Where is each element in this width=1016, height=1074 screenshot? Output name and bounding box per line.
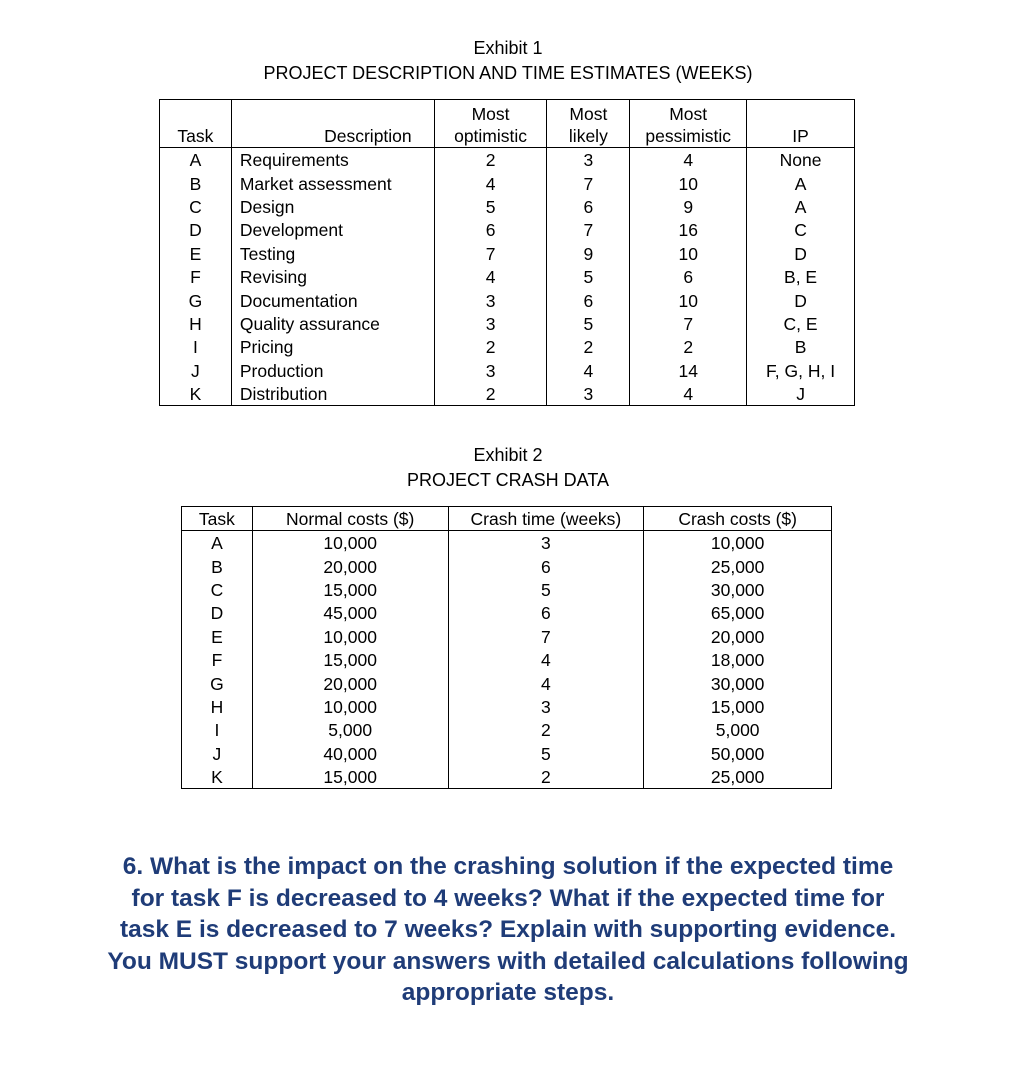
header-ip: IP xyxy=(747,100,855,148)
description-cell: Production xyxy=(231,359,434,382)
description-cell: Testing xyxy=(231,242,434,265)
normal-costs-cell: 5,000 xyxy=(252,718,448,741)
header-optimistic-bottom: optimistic xyxy=(454,126,528,146)
table-row xyxy=(182,765,832,789)
likely-cell: 6 xyxy=(547,195,630,218)
description-cell: Design xyxy=(231,195,434,218)
table-row xyxy=(182,648,832,671)
ip-cell: D xyxy=(747,242,855,265)
ip-cell: D xyxy=(747,288,855,311)
crash-time-cell: 4 xyxy=(448,648,644,671)
task-cell: E xyxy=(160,242,232,265)
crash-costs-cell: 65,000 xyxy=(644,601,832,624)
description-cell: Pricing xyxy=(231,335,434,358)
exhibit1-label: Exhibit 1 xyxy=(473,38,543,58)
table-row xyxy=(160,195,855,218)
task-cell: C xyxy=(182,578,253,601)
pessimistic-cell: 6 xyxy=(630,265,747,288)
crash-time-cell: 4 xyxy=(448,671,644,694)
ip-cell: A xyxy=(747,171,855,194)
crash-time-cell: 5 xyxy=(448,742,644,765)
optimistic-cell: 6 xyxy=(434,218,547,241)
header-crash-time: Crash time (weeks) xyxy=(448,507,644,531)
crash-costs-cell: 50,000 xyxy=(644,742,832,765)
crash-time-cell: 6 xyxy=(448,554,644,577)
header-pessimistic-top: Most xyxy=(669,104,708,124)
table-row xyxy=(160,242,855,265)
crash-costs-cell: 15,000 xyxy=(644,695,832,718)
exhibit1-heading: PROJECT DESCRIPTION AND TIME ESTIMATES (WEEKS) xyxy=(263,63,753,83)
crash-costs-cell: 30,000 xyxy=(644,671,832,694)
likely-cell: 7 xyxy=(547,171,630,194)
normal-costs-cell: 10,000 xyxy=(252,531,448,555)
task-cell: J xyxy=(160,359,232,382)
table-row xyxy=(160,171,855,194)
normal-costs-cell: 15,000 xyxy=(252,578,448,601)
header-optimistic-top: Most xyxy=(471,104,510,124)
pessimistic-cell: 4 xyxy=(630,148,747,172)
optimistic-cell: 4 xyxy=(434,171,547,194)
likely-cell: 7 xyxy=(547,218,630,241)
exhibit2-header-row xyxy=(182,507,832,531)
pessimistic-cell: 16 xyxy=(630,218,747,241)
likely-cell: 9 xyxy=(547,242,630,265)
table-row xyxy=(182,531,832,555)
task-cell: F xyxy=(182,648,253,671)
task-cell: G xyxy=(160,288,232,311)
crash-costs-cell: 18,000 xyxy=(644,648,832,671)
optimistic-cell: 2 xyxy=(434,335,547,358)
question-line: You MUST support your answers with detailed calculations following xyxy=(107,947,909,975)
likely-cell: 2 xyxy=(547,335,630,358)
table-row xyxy=(182,742,832,765)
optimistic-cell: 5 xyxy=(434,195,547,218)
task-cell: I xyxy=(160,335,232,358)
task-cell: D xyxy=(182,601,253,624)
pessimistic-cell: 10 xyxy=(630,288,747,311)
task-cell: H xyxy=(160,312,232,335)
description-cell: Market assessment xyxy=(231,171,434,194)
table-row xyxy=(182,625,832,648)
header-most-likely xyxy=(547,100,630,148)
description-cell: Documentation xyxy=(231,288,434,311)
table-row xyxy=(160,382,855,406)
header-crash-costs: Crash costs ($) xyxy=(644,507,832,531)
optimistic-cell: 7 xyxy=(434,242,547,265)
task-cell: H xyxy=(182,695,253,718)
ip-cell: B, E xyxy=(747,265,855,288)
task-cell: F xyxy=(160,265,232,288)
description-cell: Development xyxy=(231,218,434,241)
header-likely-top: Most xyxy=(569,104,608,124)
task-cell: A xyxy=(160,148,232,172)
ip-cell: None xyxy=(747,148,855,172)
table-row xyxy=(160,265,855,288)
pessimistic-cell: 2 xyxy=(630,335,747,358)
pessimistic-cell: 4 xyxy=(630,382,747,406)
task-cell: D xyxy=(160,218,232,241)
optimistic-cell: 3 xyxy=(434,288,547,311)
normal-costs-cell: 20,000 xyxy=(252,671,448,694)
crash-time-cell: 5 xyxy=(448,578,644,601)
table-row xyxy=(160,218,855,241)
crash-costs-cell: 25,000 xyxy=(644,554,832,577)
normal-costs-cell: 45,000 xyxy=(252,601,448,624)
question-line: for task F is decreased to 4 weeks? What if the expected time for xyxy=(131,884,885,912)
table-row xyxy=(160,148,855,172)
normal-costs-cell: 20,000 xyxy=(252,554,448,577)
ip-cell: J xyxy=(747,382,855,406)
ip-cell: C xyxy=(747,218,855,241)
header-pessimistic-bottom: pessimistic xyxy=(645,126,731,146)
normal-costs-cell: 10,000 xyxy=(252,625,448,648)
normal-costs-cell: 15,000 xyxy=(252,765,448,789)
ip-cell: C, E xyxy=(747,312,855,335)
exhibit1-header-row xyxy=(160,100,855,148)
crash-costs-cell: 10,000 xyxy=(644,531,832,555)
table-row xyxy=(182,601,832,624)
crash-costs-cell: 25,000 xyxy=(644,765,832,789)
exhibit1-table xyxy=(159,99,855,406)
task-cell: E xyxy=(182,625,253,648)
question-line: 6. What is the impact on the crashing solution if the expected time xyxy=(122,853,894,880)
optimistic-cell: 2 xyxy=(434,382,547,406)
question-line: appropriate steps. xyxy=(401,979,615,1006)
header-description-label: Description xyxy=(324,126,412,146)
task-cell: K xyxy=(182,765,253,789)
likely-cell: 3 xyxy=(547,148,630,172)
ip-cell: F, G, H, I xyxy=(747,359,855,382)
likely-cell: 5 xyxy=(547,312,630,335)
crash-costs-cell: 30,000 xyxy=(644,578,832,601)
description-cell: Distribution xyxy=(231,382,434,406)
task-cell: A xyxy=(182,531,253,555)
normal-costs-cell: 15,000 xyxy=(252,648,448,671)
question-text xyxy=(40,851,976,1009)
description-cell: Revising xyxy=(231,265,434,288)
exhibit1-body xyxy=(160,148,855,406)
normal-costs-cell: 40,000 xyxy=(252,742,448,765)
exhibit2-label: Exhibit 2 xyxy=(473,445,543,465)
description-cell: Requirements xyxy=(231,148,434,172)
task-cell: I xyxy=(182,718,253,741)
description-cell: Quality assurance xyxy=(231,312,434,335)
table-row xyxy=(160,312,855,335)
crash-time-cell: 2 xyxy=(448,765,644,789)
table-row xyxy=(182,718,832,741)
likely-cell: 3 xyxy=(547,382,630,406)
table-row xyxy=(160,335,855,358)
optimistic-cell: 4 xyxy=(434,265,547,288)
table-row xyxy=(182,554,832,577)
ip-cell: A xyxy=(747,195,855,218)
normal-costs-cell: 10,000 xyxy=(252,695,448,718)
pessimistic-cell: 9 xyxy=(630,195,747,218)
header-normal-costs: Normal costs ($) xyxy=(252,507,448,531)
header-task: Task xyxy=(182,507,253,531)
pessimistic-cell: 10 xyxy=(630,242,747,265)
exhibit2-table xyxy=(181,506,832,789)
task-cell: B xyxy=(160,171,232,194)
ip-cell: B xyxy=(747,335,855,358)
likely-cell: 6 xyxy=(547,288,630,311)
header-description xyxy=(231,100,434,148)
likely-cell: 4 xyxy=(547,359,630,382)
crash-time-cell: 7 xyxy=(448,625,644,648)
optimistic-cell: 3 xyxy=(434,312,547,335)
exhibit2-heading: PROJECT CRASH DATA xyxy=(406,470,610,490)
task-cell: C xyxy=(160,195,232,218)
question-line: task E is decreased to 7 weeks? Explain with supporting evidence. xyxy=(119,916,897,943)
crash-time-cell: 3 xyxy=(448,531,644,555)
crash-costs-cell: 20,000 xyxy=(644,625,832,648)
table-row xyxy=(160,359,855,382)
likely-cell: 5 xyxy=(547,265,630,288)
pessimistic-cell: 7 xyxy=(630,312,747,335)
table-row xyxy=(182,578,832,601)
task-cell: J xyxy=(182,742,253,765)
pessimistic-cell: 10 xyxy=(630,171,747,194)
optimistic-cell: 3 xyxy=(434,359,547,382)
header-likely-bottom: likely xyxy=(568,126,608,146)
crash-time-cell: 6 xyxy=(448,601,644,624)
task-cell: K xyxy=(160,382,232,406)
crash-costs-cell: 5,000 xyxy=(644,718,832,741)
table-row xyxy=(160,288,855,311)
task-cell: G xyxy=(182,671,253,694)
task-cell: B xyxy=(182,554,253,577)
header-most-pessimistic xyxy=(630,100,747,148)
pessimistic-cell: 14 xyxy=(630,359,747,382)
crash-time-cell: 2 xyxy=(448,718,644,741)
optimistic-cell: 2 xyxy=(434,148,547,172)
table-row xyxy=(182,671,832,694)
table-row xyxy=(182,695,832,718)
exhibit2-body xyxy=(182,531,832,789)
crash-time-cell: 3 xyxy=(448,695,644,718)
header-most-optimistic xyxy=(434,100,547,148)
header-task: Task xyxy=(160,100,232,148)
